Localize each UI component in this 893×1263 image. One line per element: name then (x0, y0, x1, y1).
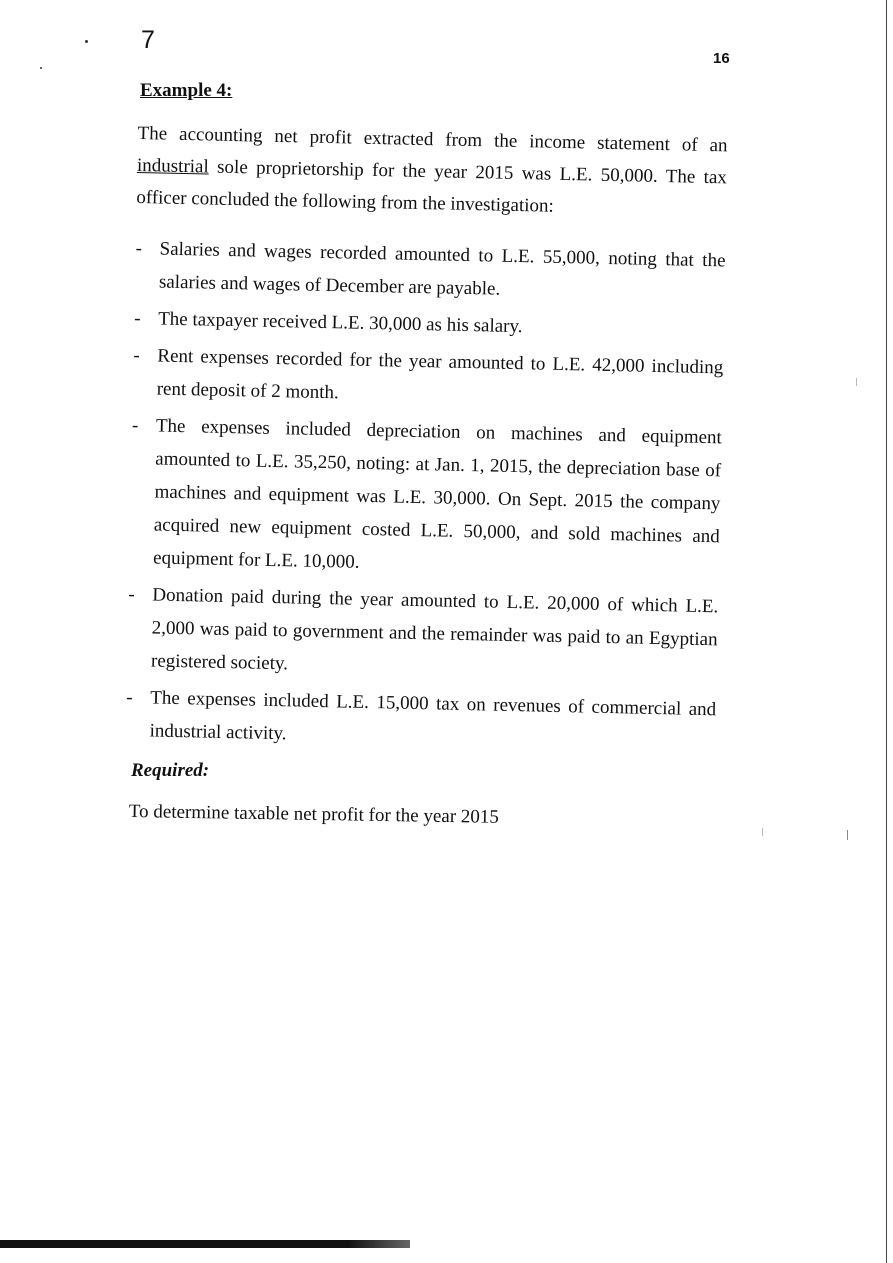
list-item (127, 409, 722, 586)
task-statement: To determine taxable net profit for the year 2015 (128, 801, 500, 828)
bullet-dash: - (128, 583, 135, 606)
example-heading: Example 4: (140, 80, 233, 101)
scan-mark (856, 378, 857, 386)
intro-paragraph (136, 118, 728, 226)
findings-list (123, 232, 726, 763)
scan-speck (85, 40, 88, 43)
list-item-text: The expenses included depreciation on machines and equipment amounted to L.E. 35,250, noting: at Jan. 1, 2015, the depreciation base of machines and equipment was L.E. 30,000. On Sept. 2015 the company acquired new equipment costed L.E. 50,000, and sold machines and equipment for L.E. 10,000. (152, 415, 723, 573)
printed-page-number: 16 (713, 50, 730, 67)
scan-edge-bar (0, 1240, 410, 1248)
bullet-dash: - (131, 415, 139, 437)
scan-speck (40, 67, 42, 69)
list-item (130, 339, 723, 417)
intro-text-start: The accounting net profit extracted from the income statement of an (137, 122, 728, 157)
bullet-dash: - (126, 686, 133, 709)
list-item (125, 578, 719, 689)
list-item (133, 232, 726, 310)
list-item-text: Rent expenses recorded for the year amounted to L.E. 42,000 including rent deposit of 2 month. (156, 345, 724, 404)
list-item (123, 681, 716, 759)
bullet-dash: - (133, 308, 141, 330)
list-item-text: The taxpayer received L.E. 30,000 as his salary. (157, 308, 523, 338)
scan-mark (762, 828, 763, 836)
page-edge-line (886, 0, 887, 1263)
bullet-dash: - (133, 345, 140, 367)
scan-mark (847, 830, 848, 840)
list-item-text: Salaries and wages recorded amounted to L.E. 55,000, noting that the salaries and wages of December are payable. (158, 238, 726, 300)
handwritten-page-number: 7 (141, 26, 155, 54)
list-item-text: The expenses included L.E. 15,000 tax on revenues of commercial and industrial activity. (149, 687, 717, 745)
bullet-dash: - (135, 238, 143, 260)
intro-underlined-word: industrial (136, 154, 209, 178)
required-label: Required: (131, 760, 210, 781)
intro-text-end: sole proprietorship for the year 2015 was L.E. 50,000. The tax officer concluded the following from the investigation: (136, 156, 728, 217)
list-item-text: Donation paid during the year amounted to L.E. 20,000 of which L.E. 2,000 was paid to government and the remainder was paid to an Egyptian registered society. (150, 584, 719, 675)
